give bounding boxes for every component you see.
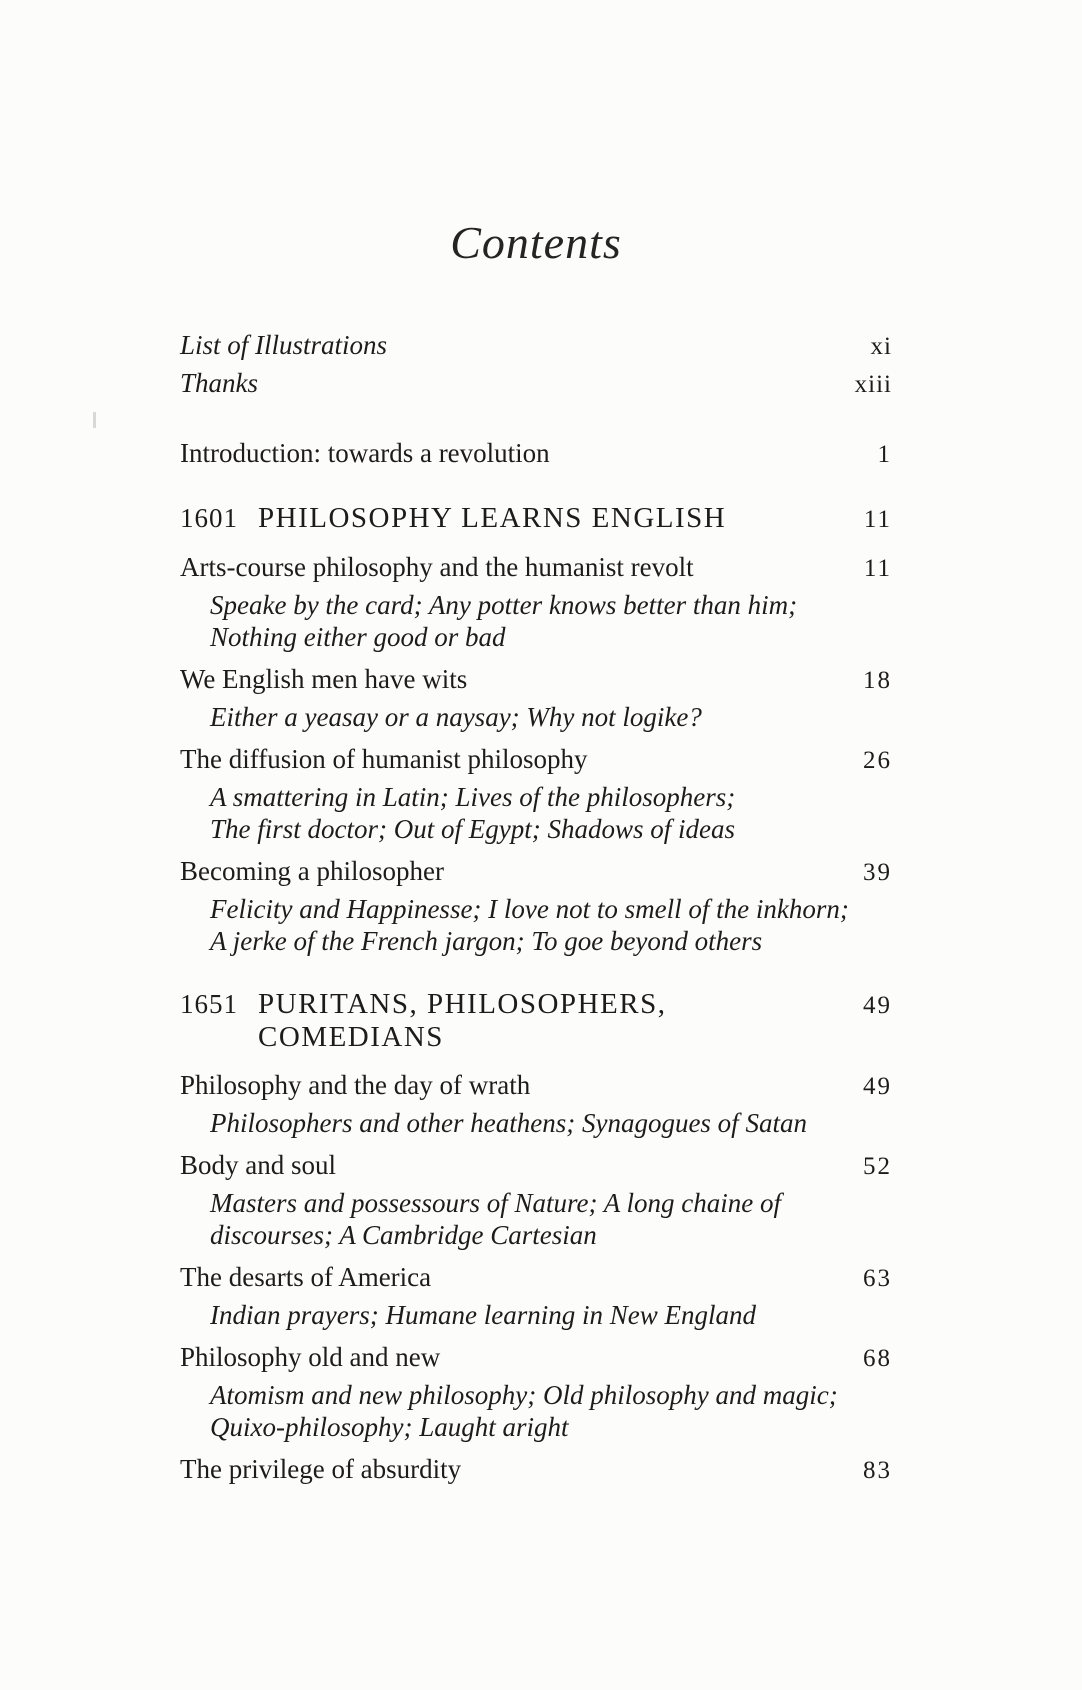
entry-label: Philosophy and the day of wrath [180, 1070, 531, 1100]
page-number: 18 [863, 667, 892, 694]
toc-subtopics [210, 1187, 892, 1251]
toc-section-entry [180, 551, 892, 585]
toc-content [180, 216, 892, 1487]
toc-section-entry [180, 1341, 892, 1375]
toc-section-entry [180, 1069, 892, 1103]
toc-entry-front-matter [180, 367, 892, 401]
page-number: 68 [863, 1345, 892, 1372]
toc-chapter-heading [180, 988, 892, 1054]
page-number: 63 [863, 1265, 892, 1292]
page-number: 49 [863, 992, 892, 1019]
page-number: 49 [863, 1073, 892, 1100]
toc-section-entry [180, 1261, 892, 1295]
subtopic-line: Either a yeasay or a naysay; Why not logike? [210, 702, 702, 732]
page-number: 26 [863, 747, 892, 774]
subtopic-line: Quixo-philosophy; Laught aright [210, 1412, 569, 1442]
entry-label: The diffusion of humanist philosophy [180, 744, 588, 774]
entry-label: Philosophy old and new [180, 1342, 441, 1372]
subtopic-line: The first doctor; Out of Egypt; Shadows of ideas [210, 814, 735, 844]
subtopic-line: Speake by the card; Any potter knows better than him; [210, 590, 798, 620]
subtopic-line: A jerke of the French jargon; To goe beyond others [210, 926, 763, 956]
toc-section-entry [180, 1149, 892, 1183]
toc-section-entry [180, 1453, 892, 1487]
subtopic-line: Philosophers and other heathens; Synagogues of Satan [210, 1108, 807, 1138]
entry-label: Introduction: towards a revolution [180, 438, 550, 468]
chapter-title: PHILOSOPHY LEARNS ENGLISH [258, 502, 727, 534]
page-number: xi [870, 333, 892, 360]
page-title: Contents [450, 217, 622, 268]
scan-artifact [93, 412, 96, 428]
subtopic-line: Atomism and new philosophy; Old philosophy and magic; [210, 1380, 838, 1410]
chapter-year: 1601 [180, 503, 238, 533]
subtopic-line: Indian prayers; Humane learning in New England [210, 1300, 756, 1330]
page-number: 52 [863, 1153, 892, 1180]
toc-section-entry [180, 663, 892, 697]
toc-subtopics [210, 701, 892, 733]
page-number: 1 [877, 441, 892, 468]
chapter-year: 1651 [180, 989, 238, 1019]
toc-entry-introduction [180, 437, 892, 471]
page-number: 11 [863, 555, 892, 582]
entry-label: The desarts of America [180, 1262, 432, 1292]
entry-label: List of Illustrations [180, 330, 388, 360]
entry-label: Body and soul [180, 1150, 337, 1180]
toc-subtopics [210, 781, 892, 845]
entry-label: The privilege of absurdity [180, 1454, 462, 1484]
page-number: xiii [854, 371, 892, 398]
subtopic-line: A smattering in Latin; Lives of the philosophers; [210, 782, 736, 812]
entry-label: Arts-course philosophy and the humanist revolt [180, 552, 694, 582]
subtopic-line: Felicity and Happinesse; I love not to smell of the inkhorn; [210, 894, 849, 924]
subtopic-line: discourses; A Cambridge Cartesian [210, 1220, 597, 1250]
subtopic-line: Masters and possessours of Nature; A long chaine of [210, 1188, 782, 1218]
toc-subtopics [210, 1299, 892, 1331]
entry-label: We English men have wits [180, 664, 468, 694]
subtopic-line: Nothing either good or bad [210, 622, 506, 652]
toc-section-entry [180, 855, 892, 889]
page-number: 39 [863, 859, 892, 886]
entry-label: Thanks [180, 368, 259, 398]
toc-section-entry [180, 743, 892, 777]
toc-subtopics [210, 893, 892, 957]
entry-label: Becoming a philosopher [180, 856, 444, 886]
page-number: 11 [863, 506, 892, 533]
page-number: 83 [863, 1457, 892, 1484]
toc-subtopics [210, 1379, 892, 1443]
chapter-title: PURITANS, PHILOSOPHERS, COMEDIANS [258, 988, 667, 1053]
toc-subtopics [210, 1107, 892, 1139]
toc-chapter-heading [180, 502, 892, 536]
toc-subtopics [210, 589, 892, 653]
toc-entry-front-matter [180, 329, 892, 363]
